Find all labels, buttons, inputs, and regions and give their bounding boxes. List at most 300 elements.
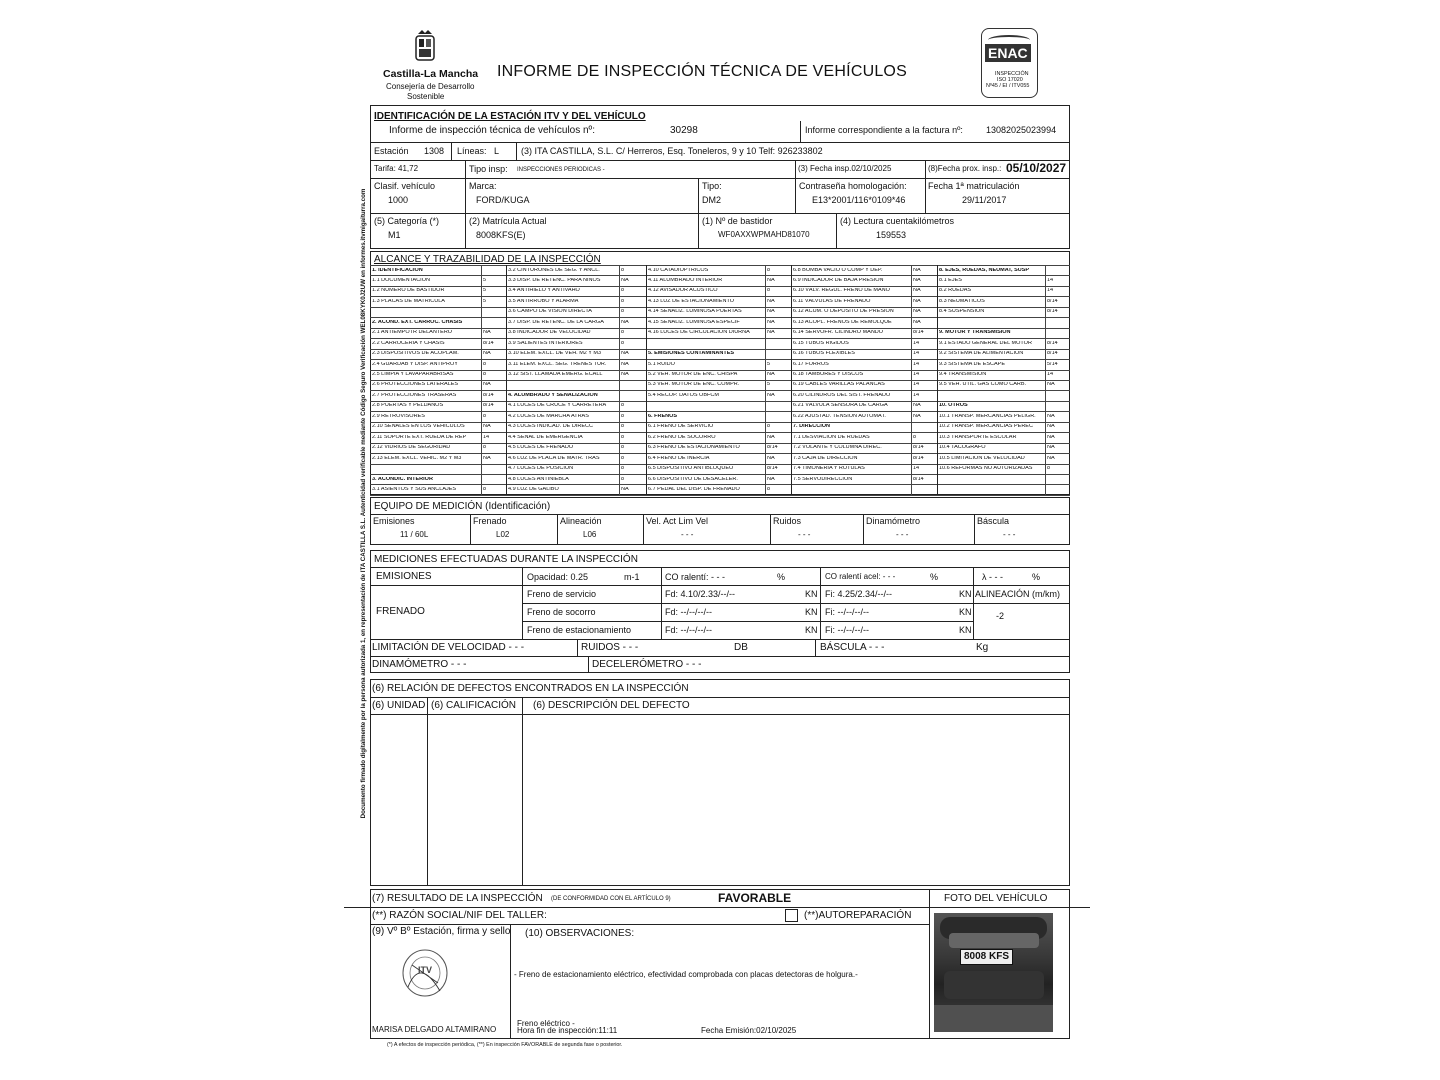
factura-number: 13082025023994 <box>986 125 1057 135</box>
alcance-value: NA <box>767 298 775 304</box>
alcance-value: NA <box>767 277 775 283</box>
alcance-item: 5. EMISIONES CONTAMINANTES <box>648 351 735 357</box>
alcance-item: 2.10 SEÑALES EN LOS VEHÍCULOS <box>372 424 465 430</box>
freno-estac-fi: Fi: --/--/--/-- <box>825 625 869 635</box>
equipo-value: L02 <box>496 530 510 539</box>
stamp-text: ITV <box>418 965 433 975</box>
alcance-item: 3.8 INDICADOR DE VELOCIDAD <box>508 330 591 336</box>
alcance-item: 10.2 TRANSP. MERCANCIAS PEREC <box>939 424 1033 430</box>
resultado-sub: (DE CONFORMIDAD CON EL ARTÍCULO 9) <box>551 896 671 902</box>
alcance-item: 6.10 VÁLV. REGUL. FRENO DE MANO <box>793 288 890 294</box>
bascula: BÁSCULA - - - <box>820 642 885 653</box>
alcance-item: 6.6 DISPOSITIVO DE DESACELER. <box>648 476 738 482</box>
opacidad-unit: m-1 <box>624 572 640 582</box>
alcance-value: NA <box>621 351 629 357</box>
equipo-label: Frenado <box>473 516 507 526</box>
alcance-item: 2.7 PROTECCIONES TRASERAS <box>372 392 457 398</box>
alcance-item: 6.21 VÁLVULA SENSORA DE CARGA <box>793 403 888 409</box>
tipo-insp-label: Tipo insp: <box>469 164 508 174</box>
clasif-value: 1000 <box>388 195 409 205</box>
alcance-value: 8 <box>621 455 625 461</box>
clasif-label: Clasif. vehículo <box>374 181 436 191</box>
alcance-item: 6.3 FRENO DE ESTACIONAMIENTO <box>648 445 740 451</box>
alcance-item: 7.1 DESVIACIÓN DE RUEDAS <box>793 434 870 440</box>
alineacion-value: -2 <box>996 611 1005 621</box>
footnote: (*) A efectos de inspección periódica, (**) En inspección FAVORABLE de segunda fase o posterior. <box>387 1042 623 1048</box>
mediciones-heading: MEDICIONES EFECTUADAS DURANTE LA INSPECCIÓN <box>374 554 638 565</box>
alcance-value: 8 <box>767 267 771 273</box>
alcance-value: 8/14 <box>913 476 924 482</box>
alcance-value: NA <box>1047 413 1055 419</box>
alcance-item: 9.3 SISTEMA DE ESCAPE <box>939 361 1006 367</box>
estacion-label: Estación <box>374 146 409 156</box>
alcance-item: 7.2 VOLANTE Y COLUMNA DIREC. <box>793 445 882 451</box>
license-plate: 8008 KFS <box>960 949 1013 965</box>
kn-unit: KN <box>805 607 818 617</box>
fecha-emision: Fecha Emisión:02/10/2025 <box>701 1026 797 1035</box>
equipo-value: - - - <box>896 530 909 539</box>
alcance-value: 14 <box>913 392 920 398</box>
alcance-value: NA <box>767 434 775 440</box>
fecha-matriculacion-value: 29/11/2017 <box>962 195 1007 205</box>
alcance-value: 8 <box>621 330 625 336</box>
observaciones-label: (10) OBSERVACIONES: <box>525 928 635 939</box>
identification-heading: IDENTIFICACIÓN DE LA ESTACIÓN ITV Y DEL VEHÍCULO <box>374 111 646 122</box>
alcance-value: 14 <box>913 372 920 377</box>
alcance-value: NA <box>767 330 775 336</box>
factura-label: Informe correspondiente a la factura nº: <box>805 125 963 135</box>
alcance-value: 8 <box>621 466 625 472</box>
foto-label: FOTO DEL VEHÍCULO <box>944 893 1048 904</box>
enac-text: ISO 17020 <box>997 77 1023 83</box>
alcance-item: 6.20 CILINDROS DEL SIST. FRENADO <box>793 392 891 398</box>
freno-servicio-fi: Fi: 4.25/2.34/--/-- <box>825 589 893 599</box>
alcance-value: 14 <box>913 466 920 472</box>
alcance-item: 7.3 CAJA DE DIRECCIÓN <box>793 455 858 461</box>
informe-number: 30298 <box>670 125 698 136</box>
alcance-value: 8 <box>621 298 625 304</box>
alcance-item: 10.5 LIMITACIÓN DE VELOCIDAD <box>939 455 1025 461</box>
alcance-value: 14 <box>483 434 490 440</box>
station-company: (3) ITA CASTILLA, S.L. C/ Herreros, Esq. Toneleros, 9 y 10 Telf: 926233802 <box>521 146 823 156</box>
alcance-item: 6. FRENOS <box>648 413 678 419</box>
alcance-value: NA <box>483 455 491 461</box>
kn-unit: KN <box>805 625 818 635</box>
alcance-value: NA <box>483 424 491 430</box>
alcance-item: 9.1 ESTADO GENERAL DEL MOTOR <box>939 340 1032 346</box>
alcance-item: 3.4 ANTIHIELO Y ANTIVAHO <box>508 288 580 294</box>
alcance-value: NA <box>1047 455 1055 461</box>
kn-unit: KN <box>959 589 972 599</box>
alcance-value: NA <box>621 277 629 283</box>
equipo-label: Báscula <box>977 516 1010 526</box>
tipo-insp-value: INSPECCIONES PERIODICAS - <box>517 167 605 173</box>
alcance-item: 3.3 DISP. DE RETENC. PARA NIÑOS <box>508 277 601 283</box>
alcance-value: 8 <box>621 445 625 451</box>
alcance-item: 2.4 GUARDAB Y DISP. ANTIPROY <box>372 361 458 367</box>
alcance-value: NA <box>913 298 921 304</box>
alcance-value: 8 <box>621 288 625 294</box>
equipo-value: - - - <box>1003 530 1016 539</box>
alcance-item: 6.4 FRENO DE INERCIA <box>648 455 710 461</box>
freno-socorro-fd: Fd: --/--/--/-- <box>665 607 712 617</box>
alineacion-label: ALINEACIÓN (m/km) <box>975 589 1061 599</box>
alcance-item: 4.3 LUCES INDICAD. DE DIRECC <box>508 424 593 430</box>
alcance-value: 8 <box>621 340 625 346</box>
alcance-item: 3.11 ELEM. EXCL. SEG. TRENES TUR. <box>508 361 607 367</box>
alcance-item: 8.2 RUEDAS <box>939 288 972 294</box>
alcance-value: 14 <box>913 361 920 367</box>
alcance-item: 3.7 DISP. DE RETENC. DE LA CARGA <box>508 319 604 325</box>
homologacion-label: Contraseña homologación: <box>799 181 907 191</box>
estacion-value: 1308 <box>424 146 445 156</box>
fecha-proxima-label: (8)Fecha prox. insp.: <box>928 164 1002 173</box>
resultado-value: FAVORABLE <box>718 891 792 905</box>
alcance-value: NA <box>767 455 775 461</box>
alcance-value: 8/14 <box>767 466 778 472</box>
alcance-item: 2.6 PROTECCIONES LATERALES <box>372 382 459 388</box>
alcance-value: 5 <box>483 277 487 283</box>
alcance-item: 2.12 VIDRIOS DE SEGURIDAD <box>372 445 451 451</box>
matricula-value: 8008KFS(E) <box>476 230 526 240</box>
alcance-value: NA <box>767 392 775 398</box>
firma-label: (9) Vº Bº Estación, firma y sello <box>372 926 511 937</box>
resultado-label: (7) RESULTADO DE LA INSPECCIÓN <box>372 893 543 904</box>
alcance-item: 2.9 RETROVISORES <box>372 413 425 419</box>
alcance-item: 2.1 ANTIEMPOTR DELANTERO <box>372 330 453 336</box>
alcance-value: 5/14 <box>1047 361 1058 367</box>
alcance-item: 8.1 EJES <box>939 277 962 283</box>
alcance-item: 2. ACOND. EXT. CARROC. CHASIS <box>372 319 463 325</box>
alcance-value: 14 <box>1047 372 1054 377</box>
alcance-item: 6.8 BOMBA VACIO O COMP Y DEP. <box>793 267 883 273</box>
alcance-value: NA <box>621 486 629 492</box>
alcance-item: 6.13 ACOPL. FRENOS DE REMOLQUE <box>793 319 892 325</box>
alcance-value: 8/14 <box>1047 340 1058 346</box>
equipo-value: - - - <box>681 530 694 539</box>
equipo-label: Emisiones <box>373 516 415 526</box>
alcance-value: 8/14 <box>913 445 924 451</box>
alcance-item: 8.3 NEUMÁTICOS <box>939 298 985 304</box>
station-stamp <box>400 947 450 999</box>
kn-unit: KN <box>959 625 972 635</box>
alcance-value: 8 <box>621 434 625 440</box>
unidad-header: (6) UNIDAD <box>372 700 426 711</box>
alcance-value: NA <box>767 476 775 482</box>
categoria-label: (5) Categoría (*) <box>374 216 440 226</box>
alcance-value: 8 <box>621 476 625 482</box>
freno-estacionamiento-label: Freno de estacionamiento <box>527 625 632 635</box>
alcance-item: 4.14 SEÑALIZ. LUMINOSA PUERTAS <box>648 309 742 315</box>
alcance-item: 6.11 VÁLVULAS DE FRENADO <box>793 298 871 304</box>
side-verification-note <box>356 120 370 895</box>
alcance-value: 8 <box>483 361 487 367</box>
autoreparacion-checkbox[interactable] <box>785 909 798 922</box>
alcance-value: NA <box>913 309 921 315</box>
limitacion-velocidad: LIMITACIÓN DE VELOCIDAD - - - <box>372 642 525 653</box>
alcance-item: 6.7 PEDAL DEL DISP. DE FRENADO <box>648 486 740 492</box>
alcance-value: 8 <box>913 434 917 440</box>
equipo-label: Vel. Act Lim Vel <box>646 516 709 526</box>
alcance-value: NA <box>621 361 629 367</box>
alcance-item: 5.2 VEH. MOTOR DE ENC. CHISPA <box>648 372 738 377</box>
alcance-item: 6.22 AJUSTAD. TENSIÓN AUTOMÁT. <box>793 413 886 419</box>
alcance-value: 8 <box>621 309 625 315</box>
alcance-item: 2.11 SOPORTE EXT. RUEDA DE REP <box>372 434 467 440</box>
equipo-label: Dinamómetro <box>866 516 921 526</box>
alcance-item: 9.4 TRANSMISIÓN <box>939 372 987 377</box>
alcance-value: 8 <box>767 424 771 430</box>
hora-fin: Hora fin de inspección:11:11 <box>517 1026 618 1035</box>
alcance-item: 4.16 LUCES DE CIRCULACIÓN DIURNA <box>648 330 750 336</box>
emisiones-label: EMISIONES <box>376 571 432 582</box>
kn-unit: KN <box>959 607 972 617</box>
alcance-value: 14 <box>913 351 920 357</box>
alcance-value: 8 <box>621 424 625 430</box>
alcance-item: 5.1 RUIDO <box>648 361 675 367</box>
alcance-item: 9.5 VEH. UTIL. GAS COMO CARB. <box>939 382 1027 388</box>
alcance-item: 2.5 LIMPIA Y LAVAPARABRISAS <box>372 372 454 377</box>
alcance-value: 5 <box>767 382 771 388</box>
alcance-value: NA <box>483 330 491 336</box>
co-ralenti-acel: CO ralentí acel: - - - <box>825 572 896 581</box>
kg-unit: Kg <box>976 642 989 653</box>
alcance-item: 3.5 ANTIRROBO Y ALARMA <box>508 298 579 304</box>
alcance-value: NA <box>913 413 921 419</box>
alcance-item: 4.6 LUZ DE PLACA DE MATR. TRAS <box>508 455 600 461</box>
lineas-value: L <box>494 146 500 156</box>
alcance-item: 4.7 LUCES DE POSICIÓN <box>508 466 574 472</box>
alcance-value: 8/14 <box>767 445 778 451</box>
km-value: 159553 <box>876 230 907 240</box>
alcance-item: 4. ALUMBRADO Y SEÑALIZACIÓN <box>508 392 598 398</box>
alcance-item: 4.12 AVISADOR ACÚSTICO <box>648 288 718 294</box>
alcance-item: 1. IDENTIFICACIÓN <box>372 267 423 273</box>
department-line: Consejería de Desarrollo <box>386 82 475 91</box>
alcance-value: NA <box>913 267 921 273</box>
alcance-value: 8/14 <box>913 455 924 461</box>
alcance-value: 8 <box>483 413 487 419</box>
alcance-value: NA <box>913 277 921 283</box>
equipo-heading: EQUIPO DE MEDICIÓN (Identificación) <box>374 501 551 512</box>
alcance-item: 4.2 LUCES DE MARCHA ATRÁS <box>508 413 589 419</box>
defectos-heading: (6) RELACIÓN DE DEFECTOS ENCONTRADOS EN LA INSPECCIÓN <box>372 683 689 694</box>
alcance-value: NA <box>767 319 775 325</box>
equipo-value: L06 <box>583 530 597 539</box>
department-line: Sostenible <box>407 92 445 101</box>
observaciones-text: - Freno de estacionamiento eléctrico, efectividad comprobada con placas detectoras de holgura.- <box>514 970 858 979</box>
alcance-item: 6.17 FORROS <box>793 361 829 367</box>
lambda: λ - - - <box>982 572 1003 582</box>
region-name: Castilla-La Mancha <box>383 68 479 80</box>
decelerometro: DECELERÓMETRO - - - <box>592 659 702 670</box>
enac-text: Nº45 / EI / ITV055 <box>986 83 1030 89</box>
dinamometro: DINAMÓMETRO - - - <box>372 659 467 670</box>
descripcion-header: (6) DESCRIPCIÓN DEL DEFECTO <box>533 700 690 711</box>
alcance-item: 3.1 ASIENTOS Y SUS ANCLAJES <box>372 486 457 492</box>
bastidor-value: WF0AXXWPMAHD81070 <box>718 230 810 239</box>
alcance-item: 9. MOTOR Y TRANSMISIÓN <box>939 330 1011 336</box>
autoreparacion-label: (**)AUTOREPARACIÓN <box>804 910 912 921</box>
categoria-value: M1 <box>388 230 401 240</box>
alcance-value: 14 <box>1047 288 1054 294</box>
alcance-item: 7.4 TIMONERÍA Y RÓTULAS <box>793 466 865 472</box>
db-unit: DB <box>734 642 748 653</box>
alcance-item: 6.1 FRENO DE SERVICIO <box>648 424 714 430</box>
alcance-value: NA <box>1047 382 1055 388</box>
alcance-item: 4.1 LUCES DE CRUCE Y CARRETERA <box>508 403 607 409</box>
alcance-item: 4.8 LUCES ANTINIEBLA <box>508 476 569 482</box>
lineas-label: Líneas: <box>457 146 487 156</box>
homologacion-value: E13*2001/116*0109*46 <box>812 195 906 205</box>
alcance-item: 4.15 SEÑALIZ. LUMINOSA ESPECIF <box>648 319 740 325</box>
lambda-unit: % <box>1032 572 1041 582</box>
alcance-value: 8 <box>767 486 771 492</box>
alcance-value: NA <box>913 319 921 325</box>
equipo-value: 11 / 60L <box>400 530 429 539</box>
alcance-value: 8 <box>621 267 625 273</box>
marca-value: FORD/KUGA <box>476 195 530 205</box>
alcance-item: 6.15 TUBOS RÍGIDOS <box>793 340 849 346</box>
alcance-item: 6.5 DISPOSITIVO ANTIBLOQUEO <box>648 466 734 472</box>
opacidad: Opacidad: 0.25 <box>527 572 589 582</box>
alcance-item: 1.1 DOCUMENTACIÓN <box>372 277 430 283</box>
ruidos: RUIDOS - - - <box>581 642 639 653</box>
alcance-value: 14 <box>913 382 920 388</box>
co-acel-unit: % <box>930 572 939 582</box>
alcance-value: NA <box>1047 434 1055 440</box>
alcance-item: 1.3 PLACAS DE MATRÍCULA <box>372 298 445 304</box>
alcance-value: 8/14 <box>483 403 494 409</box>
enac-badge <box>981 28 1038 98</box>
alcance-item: 3. ACONDIC. INTERIOR <box>372 476 433 482</box>
tipo-value: DM2 <box>702 195 722 205</box>
enac-logo: ENAC <box>985 44 1031 62</box>
fecha-inspeccion: (3) Fecha insp.02/10/2025 <box>798 164 892 173</box>
alcance-value: 8 <box>1047 466 1051 472</box>
freno-servicio-label: Freno de servicio <box>527 589 597 599</box>
alcance-item: 2.3 DISPOSITIVOS DE ACOPLAM. <box>372 351 459 357</box>
alcance-item: 10.1 TRANSP. MERCANCIAS PELIGR. <box>939 413 1036 419</box>
razon-social-label: (**) RAZÓN SOCIAL/NIF DEL TALLER: <box>372 910 547 921</box>
alcance-value: 8/14 <box>1047 298 1058 304</box>
alcance-item: 9.2 SISTEMA DE ALIMENTACIÓN <box>939 351 1024 357</box>
matricula-label: (2) Matrícula Actual <box>469 216 547 226</box>
alcance-item: 1.2 NÚMERO DE BASTIDOR <box>372 288 445 294</box>
document-title: INFORME DE INSPECCIÓN TÉCNICA DE VEHÍCULOS <box>497 63 907 80</box>
marca-label: Marca: <box>469 181 497 191</box>
alcance-item: 4.13 LUZ DE ESTACIONAMIENTO <box>648 298 734 304</box>
alcance-value: NA <box>767 372 775 377</box>
kn-unit: KN <box>805 589 818 599</box>
alcance-value: NA <box>483 382 491 388</box>
alcance-item: 6.9 INDICADOR DE BAJA PRESIÓN <box>793 277 884 283</box>
bastidor-label: (1) Nº de bastidor <box>702 216 773 226</box>
alcance-item: 6.12 ACUM. O DEPÓSITO DE PRESIÓN <box>793 309 894 315</box>
alcance-value: 8 <box>483 372 487 377</box>
alcance-value: NA <box>1047 424 1055 430</box>
side-note-text: Documento firmado digitalmente por la persona autorizada 1, en representación de ITA CASTILLA S.L. Autenticidad verificable mediante Código Seguro Verificación WEL08KYK0J2UW en informes.itvmigaiturra.com <box>360 188 367 819</box>
alcance-value: 5 <box>483 298 487 304</box>
freno-socorro-label: Freno de socorro <box>527 607 596 617</box>
enac-text: INSPECCIÓN <box>995 71 1029 77</box>
alcance-item: 6.19 CABLES VARILLAS PALANCAS <box>793 382 885 388</box>
alcance-item: 4.5 LUCES DE FRENADO <box>508 445 574 451</box>
alcance-value: 8 <box>483 445 487 451</box>
alcance-value: 14 <box>1047 277 1054 283</box>
alcance-value: NA <box>621 372 629 377</box>
alcance-item: 10.3 TRANSPORTE ESCOLAR <box>939 434 1017 440</box>
alcance-item: 6.2 FRENO DE SOCORRO <box>648 434 716 440</box>
alcance-item: 10.6 REFORMAS NO AUTORIZADAS <box>939 466 1033 472</box>
alcance-value: NA <box>913 403 921 409</box>
freno-estac-fd: Fd: --/--/--/-- <box>665 625 712 635</box>
alcance-item: 2.13 ELEM. EXCL. VEHIC. M2 Y M3 <box>372 455 462 461</box>
alcance-value: 8 <box>621 413 625 419</box>
alcance-item: 4.4 SEÑAL DE EMERGENCIA <box>508 434 583 440</box>
co-ralenti-unit: % <box>777 572 786 582</box>
alcance-value: 8 <box>767 288 771 294</box>
tarifa: Tarifa: 41,72 <box>374 164 419 173</box>
alcance-value: 5 <box>483 288 487 294</box>
alcance-value: 8 <box>621 403 625 409</box>
freno-socorro-fi: Fi: --/--/--/-- <box>825 607 869 617</box>
alcance-value: 8/14 <box>483 340 494 346</box>
fecha-matriculacion-label: Fecha 1ª matriculación <box>928 181 1020 191</box>
alcance-item: 2.8 PUERTAS Y PELDAÑOS <box>372 403 444 409</box>
km-label: (4) Lectura cuentakilómetros <box>840 216 955 226</box>
alcance-item: 5.3 VEH. MOTOR DE ENC. COMPR. <box>648 382 740 388</box>
alcance-item: 4.11 ALUMBRADO INTERIOR <box>648 277 723 283</box>
alcance-item: 4.9 LUZ DE GÁLIBO <box>508 486 559 492</box>
alcance-item: 3.10 ELEM. EXCL. DE VEH. M2 Y M3 <box>508 351 602 357</box>
tipo-label: Tipo: <box>702 181 722 191</box>
firmante-name: MARISA DELGADO ALTAMIRANO <box>372 1025 497 1034</box>
frenado-label: FRENADO <box>376 606 425 617</box>
alcance-item: 5.4 RECOP. DATOS OBFCM <box>648 392 719 398</box>
alcance-item: 3.9 SALIENTES INTERIORES <box>508 340 583 346</box>
alcance-value: 8/14 <box>913 330 924 336</box>
alcance-item: 7.5 SERVODIRECCIÓN <box>793 476 853 482</box>
alcance-value: 5 <box>767 361 771 367</box>
alcance-value: 8 <box>483 486 487 492</box>
alcance-item: 8.4 SUSPENSIÓN <box>939 309 985 315</box>
alcance-item: 6.14 SERVOFR. CILINDRO MANDO <box>793 330 884 336</box>
alcance-value: 14 <box>913 340 920 346</box>
coat-of-arms-icon <box>412 26 438 66</box>
informe-label: Informe de inspección técnica de vehículos nº: <box>389 125 595 136</box>
alcance-value: NA <box>767 309 775 315</box>
alcance-value: 8/14 <box>1047 351 1058 357</box>
vehicle-photo <box>934 913 1053 1032</box>
alcance-value: NA <box>913 288 921 294</box>
alcance-value: NA <box>1047 445 1055 451</box>
alcance-item: 3.2 CINTURONES DE SEG. Y ANCL. <box>508 267 600 273</box>
alcance-grid <box>370 265 1070 495</box>
co-ralenti: CO ralentí: - - - <box>665 572 726 582</box>
alcance-item: 10.4 TACÓGRAFO <box>939 445 986 451</box>
alcance-item: 10. OTROS <box>939 403 968 409</box>
alcance-value: NA <box>483 351 491 357</box>
fecha-proxima-value: 05/10/2027 <box>1006 161 1067 175</box>
calificacion-header: (6) CALIFICACIÓN <box>431 700 517 711</box>
equipo-label: Ruidos <box>773 516 802 526</box>
alcance-heading: ALCANCE Y TRAZABILIDAD DE LA INSPECCIÓN <box>374 254 601 265</box>
alcance-item: 6.16 TUBOS FLEXIBLES <box>793 351 855 357</box>
alcance-value: 8/14 <box>483 392 494 398</box>
alcance-value: NA <box>621 319 629 325</box>
alcance-item: 7. DIRECCIÓN <box>793 424 830 430</box>
